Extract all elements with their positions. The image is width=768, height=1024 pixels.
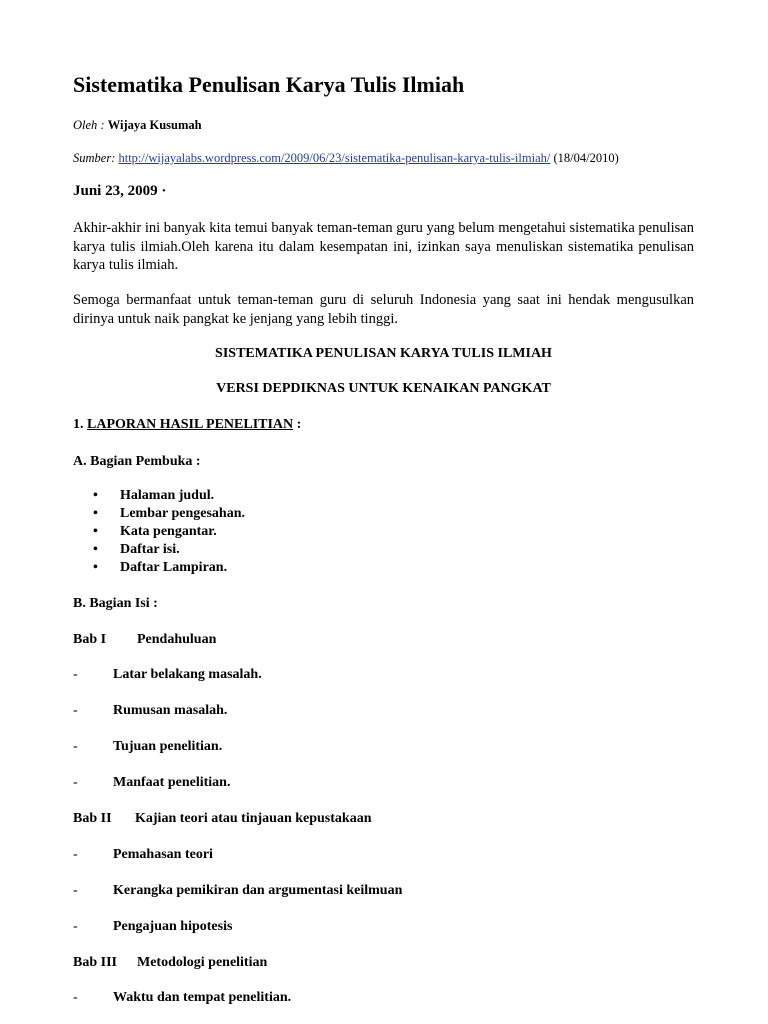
bab2-title: Kajian teori atau tinjauan kepustakaan: [135, 811, 372, 826]
opening-section-list: [73, 487, 245, 577]
section-suffix: :: [296, 417, 302, 432]
list-item: • Kata pengantar.: [93, 524, 217, 539]
source-accessed-date: (18/04/2010): [553, 151, 619, 165]
closing-paragraph: Semoga bermanfaat untuk teman-teman guru di seluruh Indonesia yang saat ini hendak mengusulkan dirinya untuk naik pangkat ke jenjang yang lebih tinggi.: [73, 292, 694, 327]
intro-paragraph: Akhir-akhir ini banyak kita temui banyak teman-teman guru yang belum mengetahui sistematika penulisan karya tulis ilmiah.Oleh karena itu dalam kesempatan ini, izinkan saya menuliskan sistematika penulisan karya tulis ilmiah.: [73, 220, 694, 273]
bullet-icon: •: [93, 506, 98, 521]
source-link[interactable]: http://wijayalabs.wordpress.com/2009/06/23/sistematika-penulisan-karya-tulis-ilmiah/: [118, 151, 551, 165]
main-heading: SISTEMATIKA PENULISAN KARYA TULIS ILMIAH: [215, 346, 552, 361]
list-item: • Lembar pengesahan.: [93, 506, 245, 521]
bab1-heading: [73, 632, 216, 648]
bab3-title: Metodologi penelitian: [137, 955, 268, 970]
author-line: [73, 118, 202, 133]
bullet-icon: •: [93, 488, 98, 503]
bullet-icon: •: [93, 524, 98, 539]
list-item: • Daftar isi.: [93, 542, 180, 557]
section-heading: [73, 417, 301, 433]
author-label: Oleh :: [73, 118, 105, 132]
post-date: Juni 23, 2009 ·: [73, 183, 167, 199]
bab1-code: Bab I: [73, 632, 107, 647]
part-a-heading: A. Bagian Pembuka :: [73, 454, 201, 469]
bab3-code: Bab III: [73, 955, 117, 970]
document-page: Sistematika Penulisan Karya Tulis Ilmiah Oleh : Wijaya Kusumah Sumber: http://wijayalabs.wordpress.com/2009/06/23/sistematika-penulisan-karya-tulis-ilmiah/ (18/04/2010) Juni 23, 2009 · Akhir-akhir ini banyak kita temui banyak teman-teman guru yang belum mengetahui sistematika penulisan karya tulis ilmiah.Oleh karena itu dalam kesempatan ini, izinkan saya menuliskan sistematika penulisan karya tulis ilmiah. Semoga bermanfaat untuk teman-teman guru di seluruh Indonesia yang saat ini hendak mengusulkan dirinya untuk naik pangkat ke jenjang yang lebih tinggi. SISTEMATIKA PENULISAN KARYA TULIS ILMIAH VERSI DEPDIKNAS UNTUK KENAIKAN PANGKAT 1. LAPORAN HASIL PENELITIAN : A. Bagian Pembuka : • Halaman judul. • Lembar pengesahan. • Kata pengantar. • Daftar isi. • Daftar Lampiran. B. Bagian Isi : Bab I Pendahuluan - Latar belakang masalah. - Rumusan masalah. - Tujuan penelitian. - Manfaat penelitian. Bab II Kajian teori atau tinjauan kepustakaan - Pemahasan teori - Kerangka pemikiran dan argumentasi keilmuan - Pengajuan hipotesis Bab III Metodologi penelitian - Waktu dan tempat penelitian.: [73, 72, 694, 1005]
section-title: LAPORAN HASIL PENELITIAN: [87, 417, 294, 432]
bullet-icon: •: [93, 542, 98, 557]
source-line: [73, 151, 619, 166]
bab1-title: Pendahuluan: [137, 632, 217, 647]
part-b-heading: B. Bagian Isi :: [73, 596, 158, 611]
section-number: 1.: [73, 417, 84, 432]
author-name: Wijaya Kusumah: [107, 118, 202, 132]
bab2-code: Bab II: [73, 811, 112, 826]
bab3-heading: [73, 955, 267, 971]
sub-heading: VERSI DEPDIKNAS UNTUK KENAIKAN PANGKAT: [216, 381, 551, 396]
list-item: • Halaman judul.: [93, 488, 215, 503]
source-label: Sumber:: [73, 151, 116, 165]
list-item: • Daftar Lampiran.: [93, 560, 228, 575]
bullet-icon: •: [93, 560, 98, 575]
document-title: Sistematika Penulisan Karya Tulis Ilmiah: [73, 72, 465, 97]
bab2-heading: [73, 811, 371, 827]
